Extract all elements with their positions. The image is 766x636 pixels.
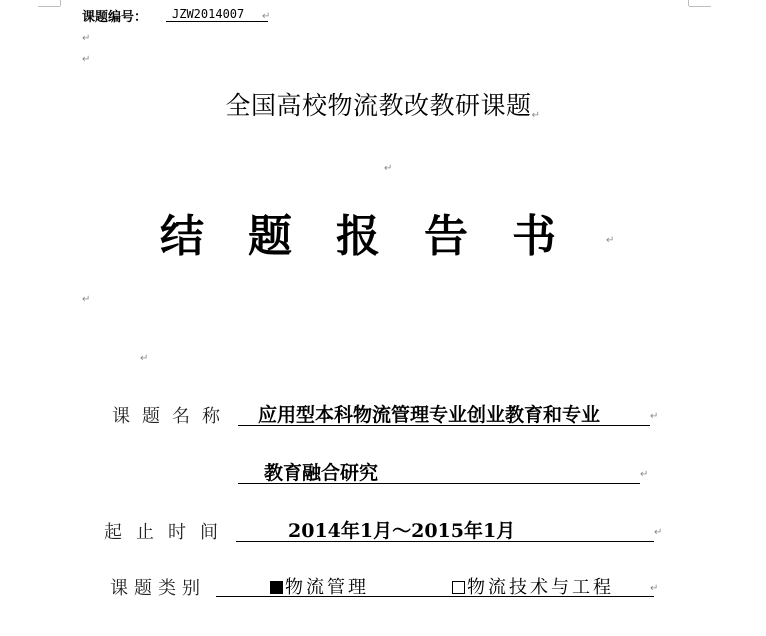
paragraph-mark: ↵ (650, 583, 659, 594)
paragraph-mark: ↵ (531, 110, 541, 121)
type-option-logistics-technology[interactable] (452, 573, 614, 599)
type-option-label: 物流管理 (285, 577, 369, 598)
organization-title-text: 全国高校物流教改教研课题 (225, 91, 532, 120)
paragraph-mark: ↵ (82, 294, 91, 305)
report-title: 结题报告书 (160, 211, 600, 262)
project-name-field-line1[interactable]: 应用型本科物流管理专业创业教育和专业 (238, 400, 650, 426)
page-corner-mark-left (60, 0, 61, 6)
paragraph-mark: ↵ (640, 469, 649, 480)
organization-title (0, 86, 766, 122)
paragraph-mark: ↵ (82, 33, 91, 44)
paragraph-mark: ↵ (654, 527, 663, 538)
period-field[interactable]: 2014年1月～2015年1月 (236, 516, 654, 542)
checked-box-icon[interactable] (270, 581, 283, 594)
paragraph-mark: ↵ (606, 235, 615, 246)
paragraph-mark: ↵ (650, 411, 659, 422)
page-corner-mark-right-h (689, 6, 711, 7)
project-code-value[interactable]: JZW2014007 (166, 8, 268, 22)
paragraph-mark: ↵ (82, 54, 91, 65)
page-corner-mark-left-h (38, 6, 60, 7)
type-option-logistics-management[interactable] (270, 573, 369, 599)
paragraph-mark: ↵ (140, 353, 149, 364)
unchecked-box-icon[interactable] (452, 581, 465, 594)
project-code-label: 课题编号： (82, 10, 148, 25)
project-name-label: 课题名称 (112, 406, 232, 427)
type-option-label: 物流技术与工程 (467, 577, 614, 598)
project-name-field-line2[interactable]: 教育融合研究 (238, 458, 640, 484)
paragraph-mark: ↵ (384, 163, 393, 174)
period-label: 起止时间 (104, 522, 232, 543)
paragraph-mark: ↵ (262, 11, 271, 22)
project-type-label: 课题类别 (110, 578, 206, 599)
